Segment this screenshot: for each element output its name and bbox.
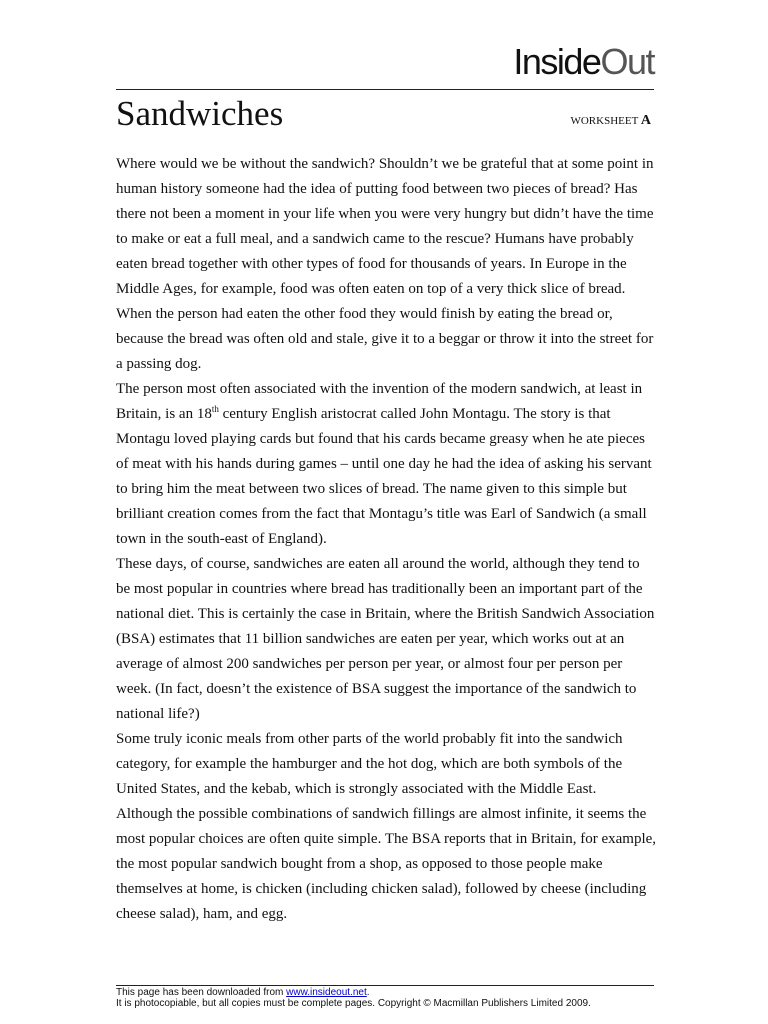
paragraph-5: Although the possible combinations of sandwich fillings are almost infinite, it seems the most popular choices are often quite simple. The BSA reports that in Britain, for example, the most popular sandwich bought from a shop, as opposed to those people make themselves at home, is chicken (including chicken salad), followed by cheese (including cheese salad), ham, and egg.: [116, 806, 657, 922]
footer-line-1: [116, 987, 591, 998]
header-divider: [116, 89, 654, 90]
insideout-link[interactable]: www.insideout.net: [286, 987, 367, 998]
paragraph-4: Some truly iconic meals from other parts of the world probably fit into the sandwich category, for example the hamburger and the hot dog, which are both symbols of the United States, and the kebab, which is strongly associated with the Middle East.: [116, 731, 623, 797]
footer-download-text: This page has been downloaded from: [116, 987, 287, 998]
paragraph-3: These days, of course, sandwiches are eaten all around the world, although they tend to be most popular in countries where bread has traditionally been an important part of the national diet. This is certainly the case in Britain, where the British Sandwich Association (BSA) estimates that 11 billion sandwiches are eaten per year, which works out at an average of almost 200 sandwiches per person per year, or almost four per person per week. (In fact, doesn’t the existence of BSA suggest the importance of the sandwich to national life?): [116, 556, 655, 722]
footer: [116, 987, 591, 1009]
article-body: [116, 152, 656, 927]
ordinal-suffix: th: [211, 404, 219, 414]
worksheet-label: [570, 113, 651, 129]
paragraph-1: Where would we be without the sandwich? Shouldn’t we be grateful that at some point in human history someone had the idea of putting food between two pieces of bread? Has there not been a moment in your life when you were very hungry but didn’t have the time to make or eat a full meal, and a sandwich came to the rescue? Humans have probably eaten bread together with other types of food for thousands of years. In Europe in the Middle Ages, for example, food was often eaten on top of a very thick slice of bread. When the person had eaten the other food they would finish by eating the bread or, because the bread was often old and stale, give it to a beggar or throw it into the street for a passing dog.: [116, 156, 654, 372]
paragraph-2-start: The person most often associated with the invention of the modern sandwich, at least in Britain, is an 18: [116, 381, 643, 422]
worksheet-word: WORKSHEET: [570, 115, 639, 127]
worksheet-letter: A: [640, 113, 651, 128]
paragraph-2-rest: century English aristocrat called John Montagu. The story is that Montagu loved playing cards but found that his cards became greasy when he ate pieces of meat with his hands during games – until one day he had the idea of asking his servant to bring him the meat between two slices of bread. The name given to this simple but brilliant creation comes from the fact that Montagu’s title was Earl of Sandwich (a small town in the south-east of England).: [116, 406, 652, 547]
logo-inside-text: Inside: [513, 41, 601, 82]
paragraph-2: [116, 377, 656, 552]
inside-out-logo: [513, 41, 654, 82]
footer-copyright: It is photocopiable, but all copies must be complete pages. Copyright © Macmillan Publishers Limited 2009.: [116, 998, 591, 1009]
page-title: Sandwiches: [116, 94, 284, 133]
logo-out-text: Out: [600, 41, 654, 82]
footer-period: .: [366, 987, 370, 998]
footer-divider: [116, 985, 654, 986]
